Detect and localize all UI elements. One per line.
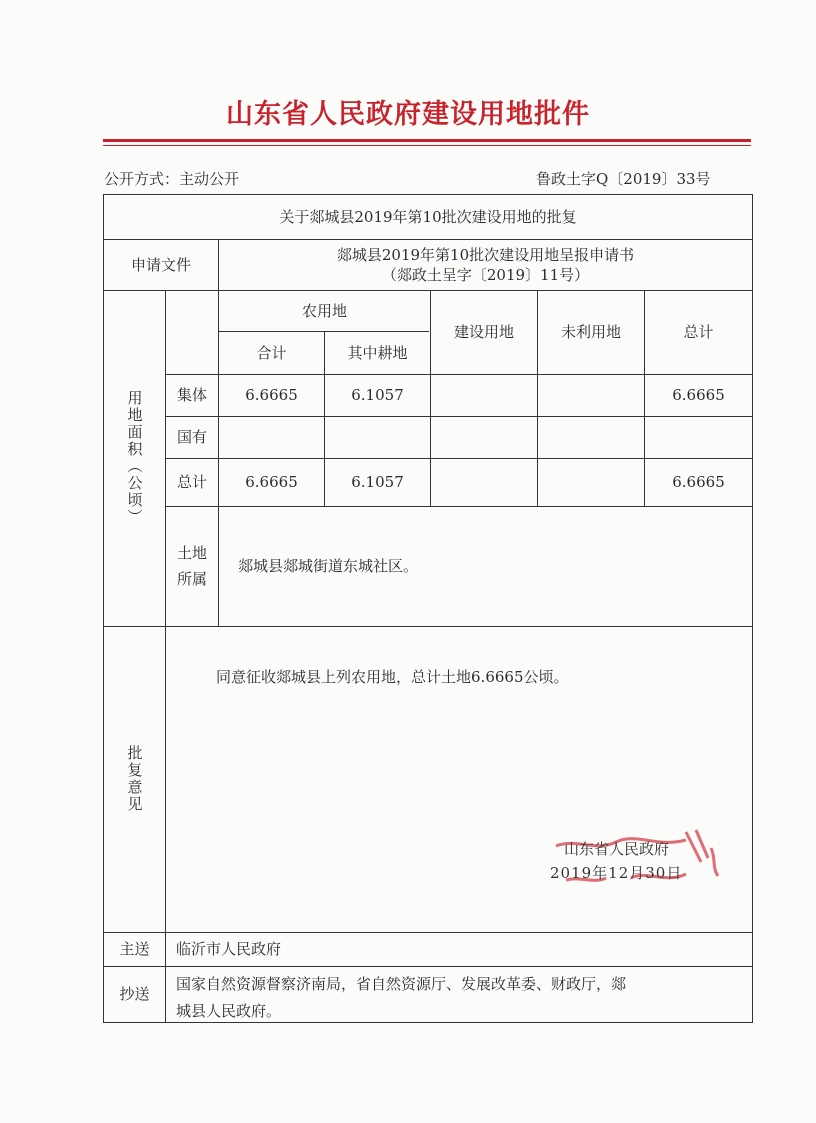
total-construction bbox=[431, 458, 537, 506]
collective-subtotal: 6.6665 bbox=[245, 386, 298, 404]
application-document-line2: （郯政土呈字〔2019〕11号） bbox=[381, 265, 590, 284]
document-number: 鲁政土字Q〔2019〕33号 bbox=[536, 170, 711, 188]
application-label: 申请文件 bbox=[130, 255, 191, 274]
state-subtotal bbox=[219, 416, 324, 458]
title-rule-thick bbox=[103, 139, 751, 142]
cc-label: 抄送 bbox=[119, 985, 150, 1003]
title-rule-thin bbox=[103, 145, 751, 146]
ownership-label-line2: 所属 bbox=[176, 570, 207, 588]
total-unused bbox=[538, 458, 644, 506]
cc-line1: 国家自然资源督察济南局，省自然资源厅、发展改革委、财政厅，郯 bbox=[176, 975, 627, 993]
header-farmland: 农用地 bbox=[301, 301, 347, 320]
application-document bbox=[219, 239, 752, 290]
collective-total: 6.6665 bbox=[672, 386, 725, 404]
land-area-section-label: 用地面积（公顷） bbox=[125, 390, 144, 526]
row-label-total: 总计 bbox=[176, 473, 207, 491]
ownership-label-line1: 土地 bbox=[176, 544, 207, 562]
total-arable: 6.1057 bbox=[351, 473, 404, 491]
total-total: 6.6665 bbox=[672, 473, 725, 491]
subject-title: 关于郯城县2019年第10批次建设用地的批复 bbox=[279, 208, 577, 226]
ownership-value: 郯城县郯城街道东城社区。 bbox=[238, 557, 419, 575]
seal-organization: 山东省人民政府 bbox=[564, 840, 670, 858]
application-document-line1: 郯城县2019年第10批次建设用地呈报申请书 bbox=[336, 245, 635, 264]
header-total: 总计 bbox=[683, 323, 714, 341]
rule-v-recipients bbox=[165, 932, 166, 1022]
state-construction bbox=[431, 416, 537, 458]
disclosure-method: 公开方式：主动公开 bbox=[104, 170, 240, 188]
collective-construction bbox=[431, 374, 537, 416]
state-total bbox=[645, 416, 752, 458]
ownership-label bbox=[166, 506, 218, 626]
state-arable bbox=[325, 416, 430, 458]
approval-label: 批复意见 bbox=[125, 745, 144, 813]
official-seal bbox=[536, 818, 726, 898]
page-title: 山东省人民政府建设用地批件 bbox=[226, 99, 590, 130]
rule-h-main bbox=[104, 966, 752, 967]
collective-arable: 6.1057 bbox=[351, 386, 404, 404]
state-unused bbox=[538, 416, 644, 458]
cc-line2: 城县人民政府。 bbox=[176, 1002, 282, 1020]
header-construction: 建设用地 bbox=[453, 323, 514, 341]
row-label-collective: 集体 bbox=[176, 386, 207, 404]
approval-text: 同意征收郯城县上列农用地，总计土地6.6665公顷。 bbox=[216, 668, 569, 686]
rule-h-ownership bbox=[104, 626, 752, 627]
header-subtotal: 合计 bbox=[256, 343, 287, 362]
header-unused: 未利用地 bbox=[560, 323, 621, 341]
approval-date: 2019年12月30日 bbox=[550, 864, 683, 882]
main-recipient-label: 主送 bbox=[119, 940, 150, 958]
row-label-state: 国有 bbox=[176, 428, 207, 446]
collective-unused bbox=[538, 374, 644, 416]
main-recipient-value: 临沂市人民政府 bbox=[176, 940, 282, 958]
header-arable: 其中耕地 bbox=[347, 343, 408, 362]
total-subtotal: 6.6665 bbox=[245, 473, 298, 491]
